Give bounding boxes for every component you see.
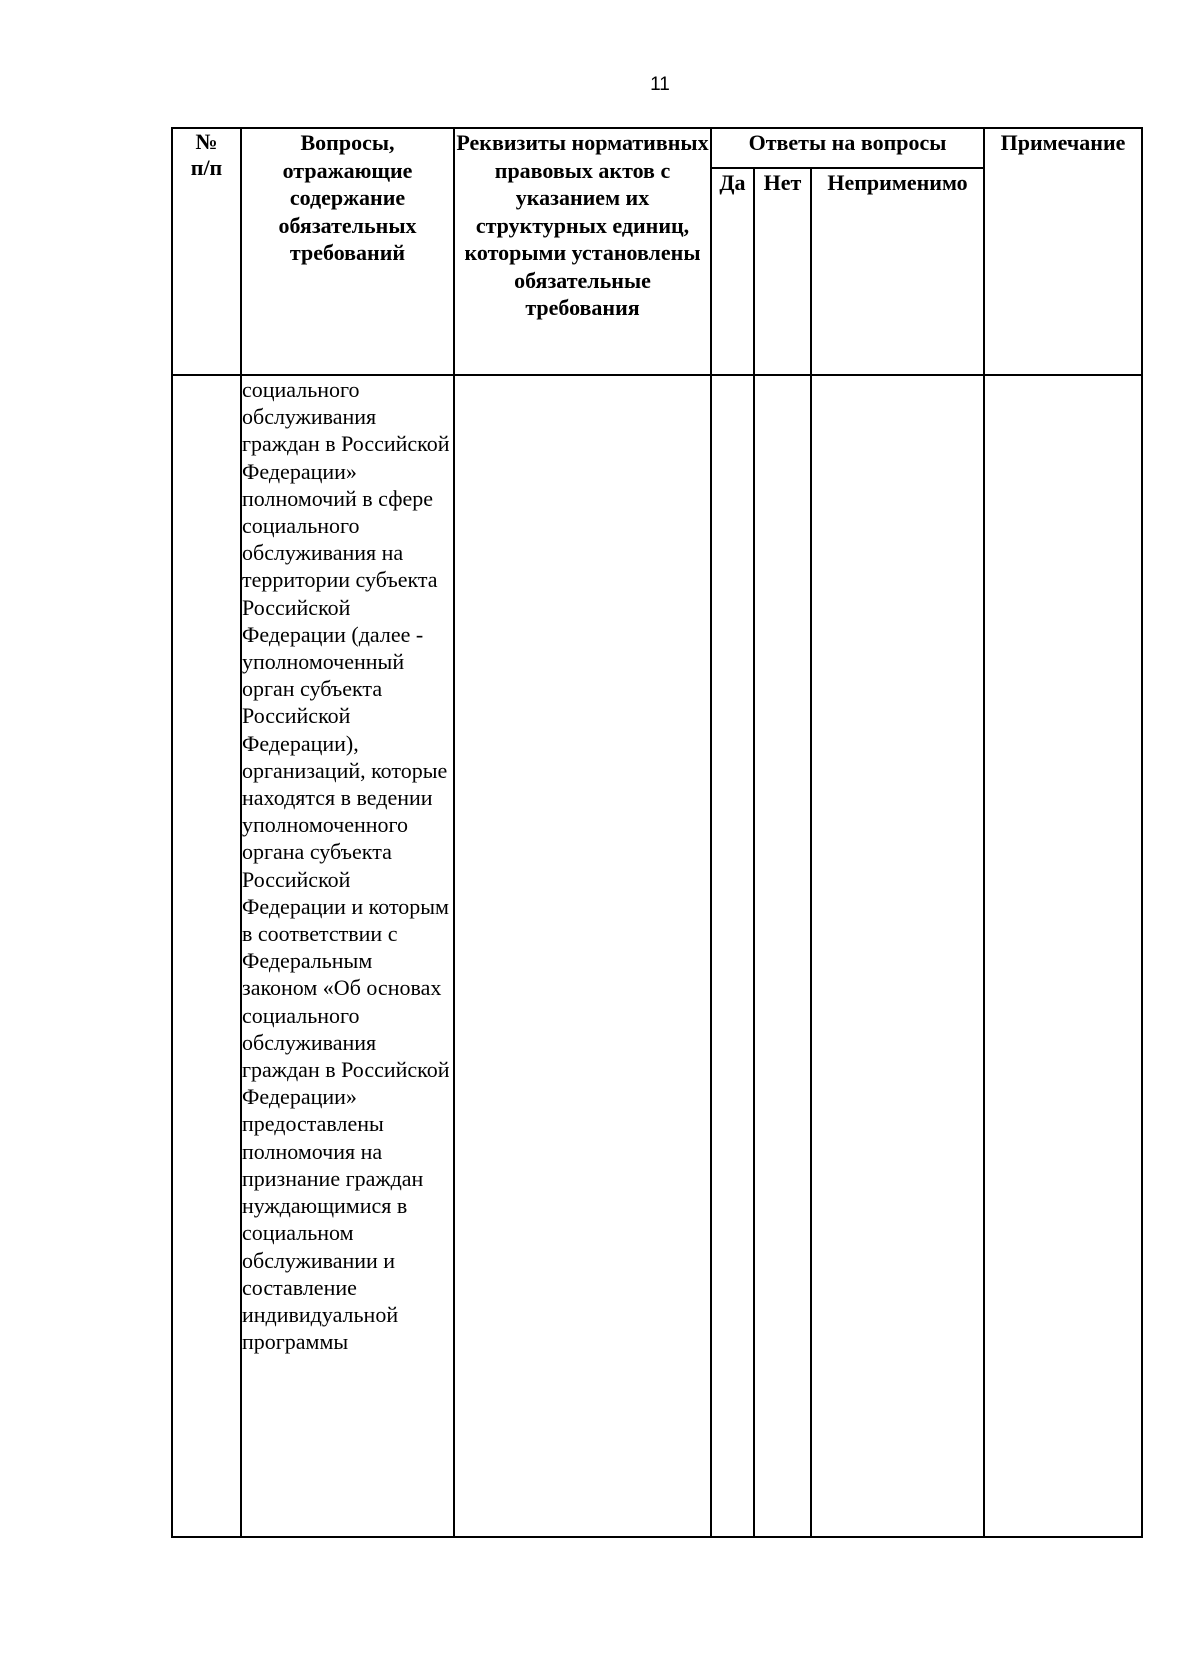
row-na-cell: [811, 375, 984, 1537]
page-number: 11: [650, 74, 670, 95]
header-answers-label: Ответы на вопросы: [748, 130, 947, 155]
header-answer-na: Неприменимо: [811, 168, 984, 375]
row-yes-cell: [711, 375, 754, 1537]
row-note-cell: [984, 375, 1142, 1537]
header-answer-no: Нет: [754, 168, 811, 375]
header-questions: [241, 128, 454, 375]
row-no-cell: [754, 375, 811, 1537]
header-num: [172, 128, 241, 375]
checklist-table: [171, 127, 1143, 1538]
header-requisites-label: Реквизиты нормативных правовых актов с указанием их структурных единиц, которыми установлены обязательные требования: [456, 130, 709, 320]
header-answer-yes: Да: [711, 168, 754, 375]
header-answers: [711, 128, 984, 168]
table-row: [172, 375, 1142, 1537]
row-question-cell: социального обслуживания граждан в Российской Федерации» полномочий в сфере социального обслуживания на территории субъекта Российской Федерации (далее - уполномоченный орган субъекта Российской Федерации), организаций, которые находятся в ведении уполномоченного органа субъекта Российской Федерации и которым в соответствии с Федеральным законом «Об основах социального обслуживания граждан в Российской Федерации» предоставлены полномочия на признание граждан нуждающимися в социальном обслуживании и составление индивидуальной программы: [241, 375, 454, 1537]
row-requisites-cell: [454, 375, 711, 1537]
header-note: [984, 128, 1142, 375]
header-num-label: № п/п: [190, 129, 223, 180]
header-requisites: [454, 128, 711, 375]
row-num-cell: [172, 375, 241, 1537]
header-questions-label: Вопросы, отражающие содержание обязательных требований: [278, 130, 417, 265]
header-note-label: Примечание: [1000, 130, 1126, 155]
